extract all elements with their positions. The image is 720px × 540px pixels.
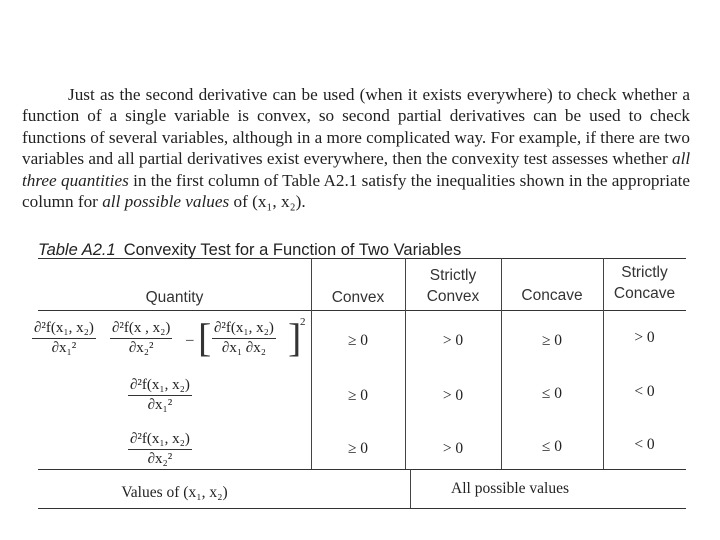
paragraph-line-6-text-a: column for: [22, 192, 98, 212]
row1-fraction-1: [32, 320, 96, 357]
row2-convex: ≥ 0: [347, 387, 369, 404]
header-strictly-concave-line-2: Concave: [613, 285, 676, 302]
row2-strictly-convex: > 0: [442, 387, 464, 404]
row1-fraction-2-numerator: ∂²f(x , x₂): [110, 320, 172, 339]
paragraph-line-4: [22, 148, 690, 169]
row3-convex: ≥ 0: [347, 440, 369, 457]
row1-strictly-concave: > 0: [634, 329, 655, 346]
footer-value: All possible values: [451, 480, 569, 497]
header-quantity: Quantity: [145, 289, 204, 306]
row3-fraction-denominator: ∂x₂²: [147, 451, 173, 467]
header-strictly-convex-line-2: Convex: [426, 288, 480, 305]
paragraph-line-5-emphasis: three quantities: [22, 170, 129, 190]
row1-left-bracket: [: [198, 315, 212, 360]
footer-label: Values of (x₁, x₂): [121, 484, 228, 501]
row2-fraction: [128, 377, 192, 414]
row1-right-bracket: ]: [288, 315, 302, 360]
row1-convex: ≥ 0: [347, 332, 369, 349]
table-top-rule: [38, 258, 686, 259]
row2-strictly-concave: < 0: [634, 383, 655, 400]
row2-fraction-denominator: ∂x₁²: [147, 397, 173, 413]
header-convex: Convex: [331, 289, 385, 306]
row2-fraction-numerator: ∂²f(x₁, x₂): [128, 377, 192, 396]
row1-concave: ≥ 0: [541, 332, 563, 349]
paragraph-line-6-emphasis: all possible values: [102, 192, 230, 212]
paragraph-line-4-emphasis: all: [672, 149, 691, 169]
paragraph-line-1: Just as the second derivative can be used (when it exists everywhere) to check whether a: [68, 85, 690, 104]
row1-strictly-convex: > 0: [442, 332, 464, 349]
table-bottom-rule: [38, 508, 686, 509]
paragraph-line-5: [22, 170, 690, 191]
row1-minus: –: [186, 332, 194, 348]
row1-fraction-3-numerator: ∂²f(x₁, x₂): [212, 320, 276, 339]
row3-strictly-concave: < 0: [634, 436, 655, 453]
table-title: Convexity Test for a Function of Two Variables: [123, 241, 462, 259]
row3-concave: ≤ 0: [541, 438, 563, 455]
row1-fraction-3-denominator: ∂x₁ ∂x₂: [221, 340, 266, 356]
table-body-rule: [38, 469, 686, 470]
paragraph-line-6: [22, 191, 690, 212]
row1-exponent: 2: [300, 316, 306, 328]
row1-fraction-1-numerator: ∂²f(x₁, x₂): [32, 320, 96, 339]
row2-concave: ≤ 0: [541, 385, 563, 402]
header-strictly-convex-line-1: Strictly: [429, 267, 477, 284]
table-header-rule: [38, 310, 686, 311]
paragraph-line-4-text: variables and all partial derivatives exist everywhere, then the convexity test assesses whether: [22, 149, 668, 169]
row3-fraction-numerator: ∂²f(x₁, x₂): [128, 431, 192, 450]
row1-fraction-3: [212, 320, 276, 357]
paragraph-line-3: functions of several variables, although in a more complicated way. For example, if there are two: [22, 127, 691, 147]
paragraph-line-6-text-b: of (x₁, x₂).: [233, 192, 306, 212]
header-strictly-concave-line-1: Strictly: [621, 264, 668, 281]
convexity-table: [34, 258, 686, 510]
row3-fraction: [128, 431, 192, 468]
row1-fraction-2-denominator: ∂x₂²: [128, 340, 154, 356]
row1-fraction-1-denominator: ∂x₁²: [51, 340, 77, 356]
table-number: Table A2.1: [38, 241, 116, 259]
paragraph-line-2: function of a single variable is convex, so second partial derivatives can be used to check: [22, 106, 690, 126]
paragraph-line-5-text: in the first column of Table A2.1 satisfy the inequalities shown in the appropriate: [133, 170, 691, 190]
header-concave: Concave: [521, 287, 583, 304]
row3-strictly-convex: > 0: [442, 440, 464, 457]
row1-fraction-2: [110, 320, 172, 357]
body-paragraph: [22, 84, 690, 212]
